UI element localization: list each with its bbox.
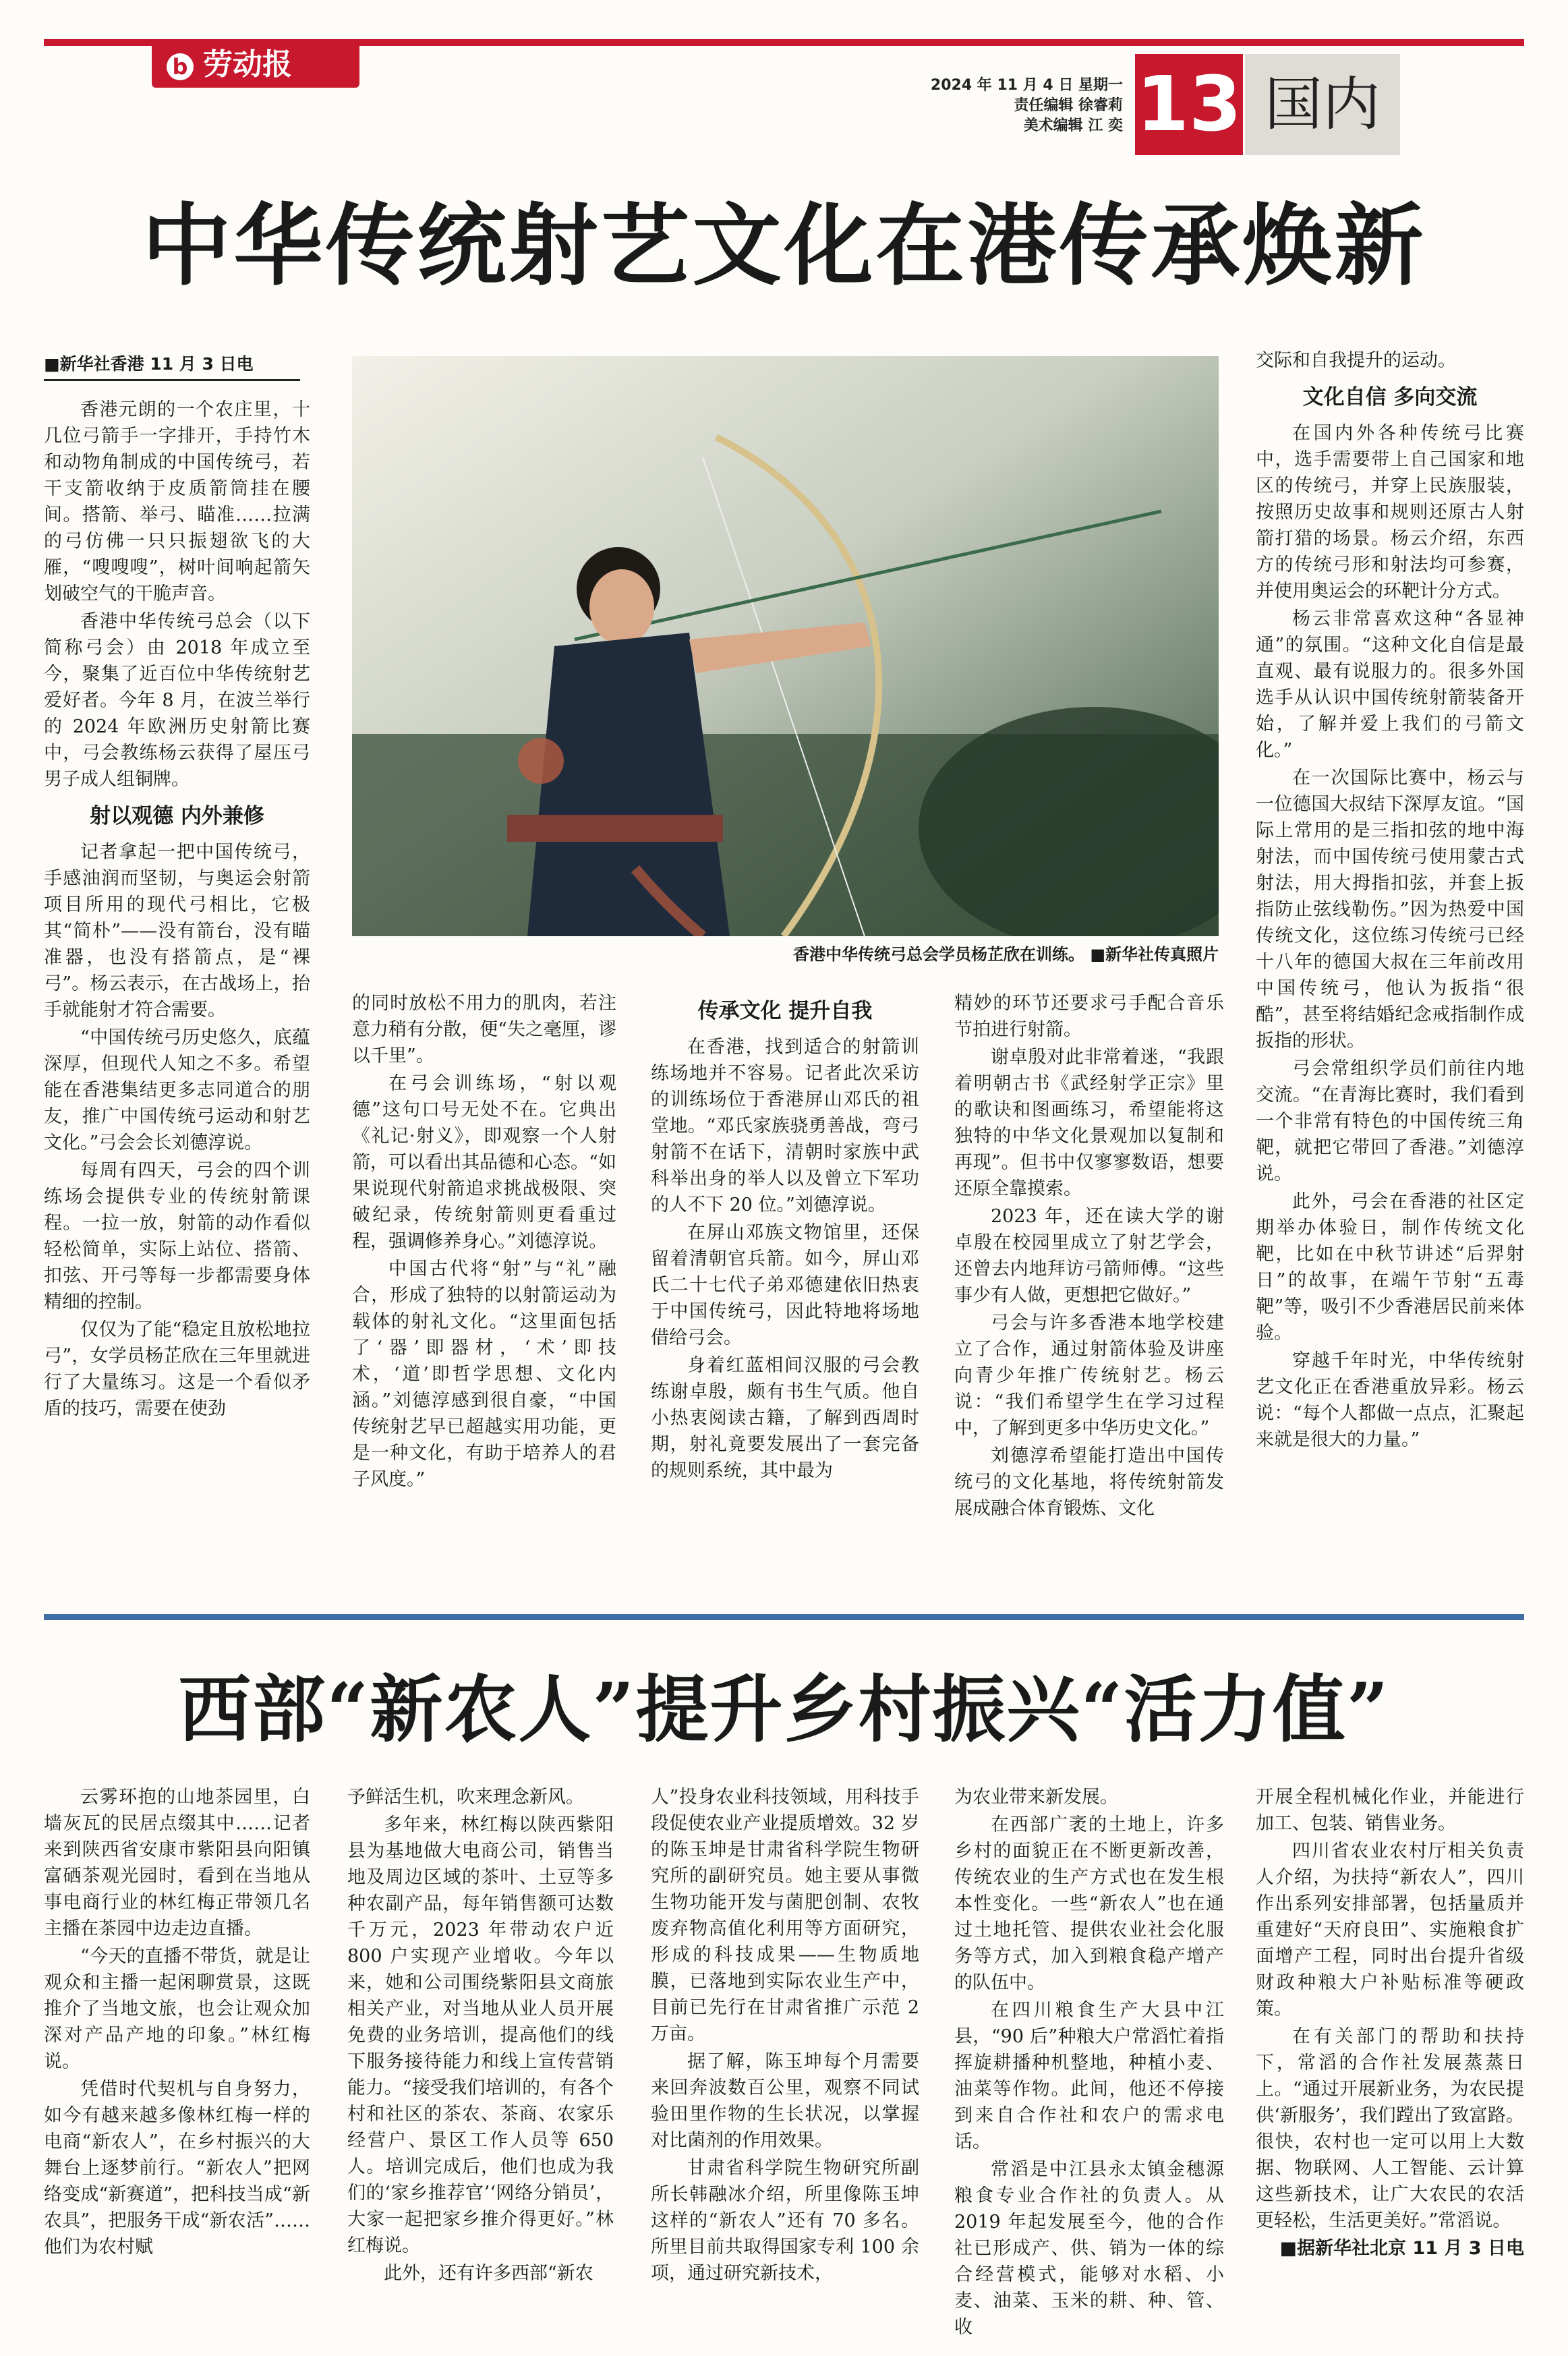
paragraph: 在屏山邓族文物馆里，还保留着清朝官兵箭。如今，屏山邓氏二十七代子弟邓德建依旧热衷于中国传统弓，因此特地将场地借给弓会。 bbox=[651, 1222, 919, 1348]
section-divider bbox=[44, 1614, 1524, 1620]
logo-mark-icon: b bbox=[167, 53, 194, 80]
paragraph: 2023 年，还在读大学的谢卓殷在校园里成立了射艺学会，还曾去内地拜访弓箭师傅。“这些事少有人做，更想把它做好。” bbox=[954, 1206, 1224, 1306]
article2-col3 bbox=[651, 1784, 919, 2288]
subheading: 射以观德 内外兼修 bbox=[90, 804, 264, 828]
art-editor-credit: 美术编辑 江 奕 bbox=[1023, 117, 1123, 134]
paragraph: “中国传统弓历史悠久，底蕴深厚，但现代人知之不多。希望能在香港集结更多志同道合的朋友，推广中国传统弓运动和射艺文化。”弓会会长刘德淳说。 bbox=[44, 1027, 310, 1153]
paragraph: 人”投身农业科技领域，用科技手段促使农业产业提质增效。32 岁的陈玉坤是甘肃省科学院生物研究所的副研究员。她主要从事微生物功能开发与菌肥创制、农牧废弃物高值化利用等方面研究，形成的科技成果——生物质地膜，已落地到实际农业生产中，目前已先行在甘肃省推广示范 2 万亩。 bbox=[651, 1787, 919, 2044]
paragraph: 中国古代将“射”与“礼”融合，形成了独特的以射箭运动为载体的射礼文化。“这里面包括了‘器’即器材，‘术’即技术，‘道’即哲学思想、文化内涵。”刘德淳感到很自豪，“中国传统射艺早已超越实用功能，更是一种文化，有助于培养人的君子风度。” bbox=[352, 1259, 616, 1490]
article2-credit: ■据新华社北京 11 月 3 日电 bbox=[1279, 2238, 1524, 2259]
paragraph: 此外，还有许多西部“新农 bbox=[384, 2263, 593, 2284]
article2-col1 bbox=[44, 1784, 310, 2262]
paragraph: 为农业带来新发展。 bbox=[954, 1787, 1118, 1808]
paragraph: 的同时放松不用力的肌肉，若注意力稍有分散，便“失之毫厘，谬以千里”。 bbox=[352, 993, 616, 1066]
paragraph: 记者拿起一把中国传统弓，手感油润而坚韧，与奥运会射箭项目所用的现代弓相比，它极其“简朴”——没有箭台，没有瞄准器，也没有搭箭点，是“裸弓”。杨云表示，在古战场上，抬手就能射才符合需要。 bbox=[44, 842, 310, 1021]
paragraph: 仅仅为了能“稳定且放松地拉弓”，女学员杨芷欣在三年里就进行了大量练习。这是一个看似矛盾的技巧，需要在使劲 bbox=[44, 1319, 310, 1419]
paragraph: 杨云非常喜欢这种“各显神通”的氛围。“这种文化自信是最直观、最有说服力的。很多外国选手从认识中国传统射箭装备开始，了解并爱上我们的弓箭文化。” bbox=[1256, 608, 1524, 761]
paragraph: 在香港，找到适合的射箭训练场地并不容易。记者此次采访的训练场位于香港屏山邓氏的祖堂地。“邓氏家族骁勇善战，弯弓射箭不在话下，清朝时家族中武科举出身的举人以及曾立下军功的人不下 20 位。”刘德淳说。 bbox=[651, 1037, 919, 1215]
logo-text: 劳动报 bbox=[203, 47, 292, 82]
article2-col4 bbox=[954, 1784, 1224, 2342]
paragraph: 甘肃省科学院生物研究所副所长韩融冰介绍，所里像陈玉坤这样的“新农人”还有 70 多名。所里目前共取得国家专利 100 余项，通过研究新技术， bbox=[651, 2158, 919, 2284]
paragraph: 弓会常组织学员们前往内地交流。“在青海比赛时，我们看到一个非常有特色的中国传统三角靶，就把它带回了香港。”刘德淳说。 bbox=[1256, 1058, 1524, 1184]
paragraph: 常滔是中江县永太镇金穗源粮食专业合作社的负责人。从 2019 年起发展至今，他的合作社已形成产、供、销为一体的综合经营模式，能够对水稻、小麦、油菜、玉米的耕、种、管、收 bbox=[954, 2159, 1224, 2338]
article1-col2 bbox=[352, 990, 616, 1494]
paragraph: 香港元朗的一个农庄里，十几位弓箭手一字排开，手持竹木和动物角制成的中国传统弓，若干支箭收纳于皮质箭筒挂在腰间。搭箭、举弓、瞄准……拉满的弓仿佛一只只振翅欲飞的大雁，“嗖嗖嗖”，树叶间响起箭矢划破空气的干脆声音。 bbox=[44, 399, 310, 604]
paragraph: 谢卓殷对此非常着迷，“我跟着明朝古书《武经射学正宗》里的歌诀和图画练习，希望能将这独特的中华文化景观加以复制和再现”。但书中仅寥寥数语，想要还原全靠摸索。 bbox=[954, 1047, 1224, 1199]
paragraph: 在一次国际比赛中，杨云与一位德国大叔结下深厚友谊。“国际上常用的是三指扣弦的地中海射法，而中国传统弓使用蒙古式射法，用大拇指扣弦，并套上扳指防止弦线勒伤。”因为热爱中国传统文化，这位练习传统弓已经十八年的德国大叔在三年前改用中国传统弓，他认为扳指“很酷”，甚至将结婚纪念戒指制作成扳指的形状。 bbox=[1256, 768, 1524, 1052]
paragraph: 身着红蓝相间汉服的弓会教练谢卓殷，颇有书生气质。他自小热衷阅读古籍，了解到西周时期，射礼竟要发展出了一套完备的规则系统，其中最为 bbox=[651, 1355, 919, 1481]
paragraph: 四川省农业农村厅相关负责人介绍，为扶持“新农人”，四川作出系列安排部署，包括量质并重建好“天府良田”、实施粮食扩面增产工程，同时出台提升省级财政种粮大户补贴标准等硬政策。 bbox=[1256, 1841, 1524, 2019]
article2-col5 bbox=[1256, 1784, 1524, 2263]
issue-meta bbox=[863, 76, 1123, 136]
paragraph: 穿越千年时光，中华传统射艺文化正在香港重放异彩。杨云说：“每个人都做一点点，汇聚起来就是很大的力量。” bbox=[1256, 1350, 1524, 1450]
photo-caption: 香港中华传统弓总会学员杨芷欣在训练。 ■新华社传真照片 bbox=[792, 945, 1219, 964]
article1-col5 bbox=[1256, 347, 1524, 1454]
article1-col1 bbox=[44, 397, 310, 1423]
paragraph: 此外，弓会在香港的社区定期举办体验日，制作传统文化靶，比如在中秋节讲述“后羿射日”的故事，在端午节射“五毒靶”等，吸引不少香港居民前来体验。 bbox=[1256, 1191, 1524, 1344]
paragraph: 在有关部门的帮助和扶持下，常滔的合作社发展蒸蒸日上。“通过开展新业务，为农民提供‘新服务’，我们蹚出了致富路。很快，农村也一定可以用上大数据、物联网、人工智能、云计算这些新技术，让广大农民的农活更轻松，生活更美好。”常滔说。 bbox=[1256, 2026, 1524, 2231]
archer-photo bbox=[352, 356, 1219, 936]
paragraph: 多年来，林红梅以陕西紫阳县为基地做大电商公司，销售当地及周边区域的茶叶、土豆等多种农副产品，每年销售额可达数千万元，2023 年带动农户近 800 户实现产业增收。今年以来，她和公司围绕紫阳县文商旅相关产业，对当地从业人员开展免费的业务培训，提高他们的线下服务接待能力和线上宣传营销能力。“接受我们培训的，有各个村和社区的茶农、茶商、农家乐经营户、景区工作人员等 650 人。培训完成后，他们也成为我们的‘家乡推荐官’‘网络分销员’，大家一起把家乡推介得更好。”林红梅说。 bbox=[347, 1814, 614, 2256]
paragraph: 在国内外各种传统弓比赛中，选手需要带上自己国家和地区的传统弓，并穿上民族服装，按照历史故事和规则还原古人射箭打猎的场景。杨云介绍，东西方的传统弓形和射法均可参赛，并使用奥运会的环靶计分方式。 bbox=[1256, 423, 1524, 602]
paragraph: 在西部广袤的土地上，许多乡村的面貌正在不断更新改善，传统农业的生产方式也在发生根本性变化。一些“新农人”也在通过土地托管、提供农业社会化服务等方式，加入到粮食稳产增产的队伍中。 bbox=[954, 1814, 1224, 1993]
paragraph: 香港中华传统弓总会（以下简称弓会）由 2018 年成立至今，聚集了近百位中华传统射艺爱好者。今年 8 月，在波兰举行的 2024 年欧洲历史射箭比赛中，弓会教练杨云获得了屋压弓男子成人组铜牌。 bbox=[44, 611, 310, 790]
newspaper-logo bbox=[152, 42, 359, 88]
article1-col3 bbox=[651, 992, 919, 1485]
paragraph: 云雾环抱的山地茶园里，白墙灰瓦的民居点缀其中……记者来到陕西省安康市紫阳县向阳镇富硒茶观光园时，看到在当地从事电商行业的林红梅正带领几名主播在茶园中边走边直播。 bbox=[44, 1787, 310, 1939]
paragraph: 精妙的环节还要求弓手配合音乐节拍进行射箭。 bbox=[954, 993, 1224, 1040]
paragraph: 交际和自我提升的运动。 bbox=[1256, 350, 1456, 371]
article2-col2 bbox=[347, 1784, 614, 2288]
subheading: 传承文化 提升自我 bbox=[697, 999, 873, 1023]
archer-photo-illustration bbox=[352, 356, 1219, 936]
article1-headline: 中华传统射艺文化在港传承焕新 bbox=[142, 194, 1426, 298]
paragraph: 刘德淳希望能打造出中国传统弓的文化基地，将传统射箭发展成融合体育锻炼、文化 bbox=[954, 1445, 1224, 1519]
paragraph: 在弓会训练场，“射以观德”这句口号无处不在。它典出《礼记·射义》，即观察一个人射箭，可以看出其品德和心态。“如果说现代射箭追求挑战极限、突破纪录，传统射箭则更看重过程，强调修养身心。”刘德淳说。 bbox=[352, 1073, 616, 1252]
article2-headline: 西部“新农人”提升乡村振兴“活力值” bbox=[178, 1667, 1390, 1752]
paragraph: 开展全程机械化作业，并能进行加工、包装、销售业务。 bbox=[1256, 1787, 1524, 1834]
paragraph: 予鲜活生机，吹来理念新风。 bbox=[347, 1787, 584, 1808]
subheading: 文化自信 多向交流 bbox=[1302, 385, 1478, 409]
paragraph: 据了解，陈玉坤每个月需要来回奔波数百公里，观察不同试验田里作物的生长状况，以掌握对比菌剂的作用效果。 bbox=[651, 2051, 919, 2151]
page-number: 13 bbox=[1135, 54, 1243, 155]
issue-date: 2024 年 11 月 4 日 星期一 bbox=[930, 77, 1123, 94]
article1-dateline: ■新华社香港 11 月 3 日电 bbox=[44, 351, 300, 381]
article1-col4 bbox=[954, 990, 1224, 1523]
paragraph: 每周有四天，弓会的四个训练场会提供专业的传统射箭课程。一拉一放，射箭的动作看似轻松简单，实际上站位、搭箭、扣弦、开弓等每一步都需要身体精细的控制。 bbox=[44, 1160, 310, 1313]
editor-credit: 责任编辑 徐睿莉 bbox=[1014, 97, 1123, 114]
section-name: 国内 bbox=[1245, 54, 1400, 155]
paragraph: “今天的直播不带货，就是让观众和主播一起闲聊赏景，这既推介了当地文旅，也会让观众加深对产品产地的印象。”林红梅说。 bbox=[44, 1946, 310, 2072]
paragraph: 弓会与许多香港本地学校建立了合作，通过射箭体验及讲座向青少年推广传统射艺。杨云说：“我们希望学生在学习过程中，了解到更多中华历史文化。” bbox=[954, 1313, 1224, 1439]
paragraph: 凭借时代契机与自身努力，如今有越来越多像林红梅一样的电商“新农人”，在乡村振兴的大舞台上逐梦前行。“新农人”把网络变成“新赛道”，把科技当成“新农具”，把服务干成“新农活”……他们为农村赋 bbox=[44, 2079, 310, 2258]
paragraph: 在四川粮食生产大县中江县，“90 后”种粮大户常滔忙着指挥旋耕播种机整地，种植小麦、油菜等作物。此间，他还不停接到来自合作社和农户的需求电话。 bbox=[954, 2000, 1224, 2152]
